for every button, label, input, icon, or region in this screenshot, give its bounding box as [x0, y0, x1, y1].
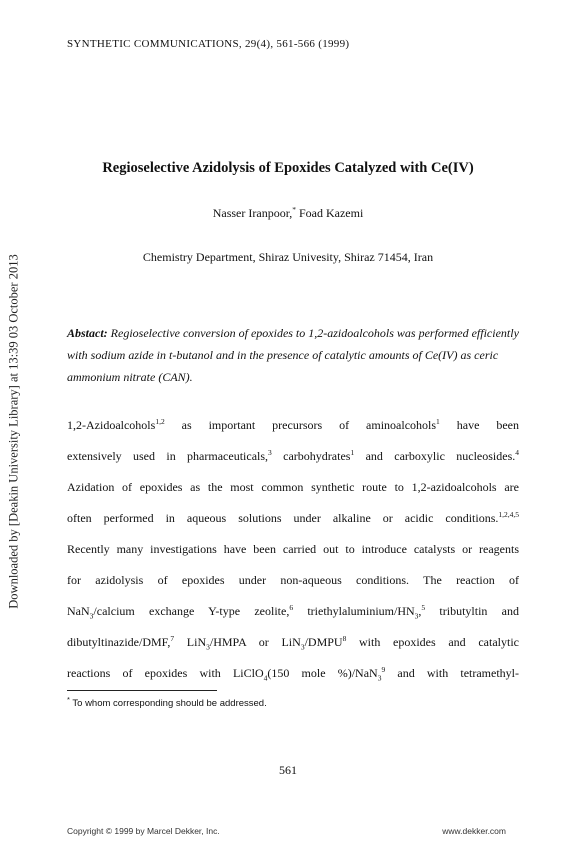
footnote-mark: *: [67, 694, 70, 704]
corresponding-mark: *: [292, 205, 296, 214]
body-line: Azidation of epoxides as the most common synthetic route to 1,2-azidoalcohols are: [67, 480, 519, 494]
footnote: [67, 694, 267, 709]
abstract-text: Regioselective conversion of epoxides to 1,2-azidoalcohols was performed efficiently with sodium azide in t-butanol and in the presence of catalytic amounts of Ce(IV) as ceric ammonium nitrate (CAN).: [67, 326, 519, 384]
author-1: Nasser Iranpoor,: [212, 206, 293, 220]
body-line: often performed in aqueous solutions under alkaline or acidic conditions.$^{1,2,4,5}$: [67, 510, 519, 525]
download-watermark: Downloaded by [Deakin University Library] at 13:39 03 October 2013: [6, 254, 21, 609]
body-line: 1,2-Azidoalcohols$^{1,2}$ as important precursors of aminoalcohols$^1$ have been: [67, 417, 519, 432]
abstract-label: Abstact:: [67, 326, 108, 340]
journal-header: SYNTHETIC COMMUNICATIONS, 29(4), 561-566 (1999): [67, 38, 350, 50]
body-line: extensively used in pharmaceuticals,$^3$ carbohydrates$^1$ and carboxylic nucleosides.$^4$: [67, 448, 519, 463]
author-line: [0, 206, 576, 221]
author-2: Foad Kazemi: [295, 206, 364, 220]
publisher-url[interactable]: www.dekker.com: [442, 826, 506, 836]
body-line: NaN$_3$/calcium exchange Y-type zeolite,$^6$ triethylaluminium/$HN_3,^5$ tributyltin and: [67, 603, 519, 621]
abstract: [67, 322, 519, 388]
copyright-notice: Copyright © 1999 by Marcel Dekker, Inc.: [67, 826, 220, 836]
footnote-divider: [67, 690, 217, 691]
affiliation: Chemistry Department, Shiraz Univesity, Shiraz 71454, Iran: [142, 250, 434, 264]
article-title: Regioselective Azidolysis of Epoxides Catalyzed with Ce(IV): [102, 160, 474, 176]
page-number: 561: [279, 763, 297, 777]
body-paragraph: [67, 410, 519, 689]
footnote-text: To whom corresponding should be addressed.: [69, 698, 267, 709]
body-line: for azidolysis of epoxides under non-aqueous conditions. The reaction of: [67, 573, 519, 587]
body-line: Recently many investigations have been carried out to introduce catalysts or reagents: [67, 542, 519, 556]
body-line: dibutyltinazide/DMF,$^7$ LiN$_3$/HMPA or $LiN_3/DMPU^8$ with epoxides and catalytic: [67, 634, 519, 652]
body-line: reactions of epoxides with LiClO$_4$(150 mole %)/NaN$_3^9$ and with tetramethyl-: [67, 665, 519, 683]
